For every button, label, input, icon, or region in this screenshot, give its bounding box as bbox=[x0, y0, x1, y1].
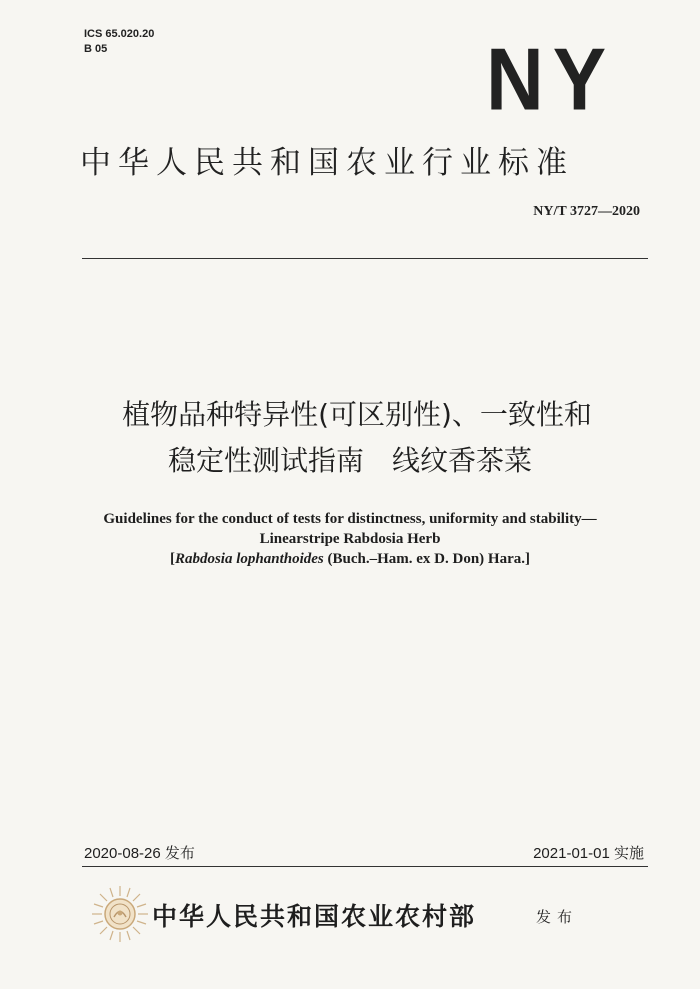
chinese-title-line-1: 植物品种特异性(可区别性)、一致性和 bbox=[122, 398, 592, 431]
issue-date-block bbox=[84, 842, 195, 863]
latin-name: Rabdosia lophanthoides bbox=[174, 551, 324, 567]
implement-date: 2021-01-01 bbox=[533, 845, 610, 862]
ministry-name: 中华人民共和国农业农村部 bbox=[152, 902, 477, 931]
english-title-line-3 bbox=[0, 549, 700, 569]
implement-date-block bbox=[533, 842, 644, 863]
issue-label: 发布 bbox=[164, 845, 195, 862]
ics-code: ICS 65.020.20 bbox=[84, 28, 155, 40]
bracket-open: [ bbox=[169, 551, 175, 567]
ministry-issue-label: 发布 bbox=[536, 908, 579, 926]
latin-authority: (Buch.–Ham. ex D. Don) Hara.] bbox=[323, 551, 531, 567]
english-title-line-2: Linearstripe Rabdosia Herb bbox=[259, 531, 441, 547]
implement-label: 实施 bbox=[613, 845, 644, 862]
ministry-emblem-icon bbox=[90, 884, 150, 944]
top-divider bbox=[82, 258, 648, 259]
standard-number: NY/T 3727—2020 bbox=[533, 204, 640, 219]
issue-date: 2020-08-26 bbox=[84, 845, 161, 862]
classification-codes bbox=[84, 27, 154, 57]
chinese-title-line-2: 稳定性测试指南 线纹香茶菜 bbox=[167, 444, 532, 477]
chinese-title bbox=[0, 392, 700, 484]
english-title-line-1: Guidelines for the conduct of tests for distinctness, uniformity and stability— bbox=[103, 511, 597, 527]
bottom-divider bbox=[82, 866, 648, 867]
org-title: 中华人民共和国农业行业标准 bbox=[80, 145, 574, 181]
ny-logo: NY bbox=[486, 30, 616, 129]
ccs-code: B 05 bbox=[84, 43, 108, 55]
english-title bbox=[0, 509, 700, 569]
